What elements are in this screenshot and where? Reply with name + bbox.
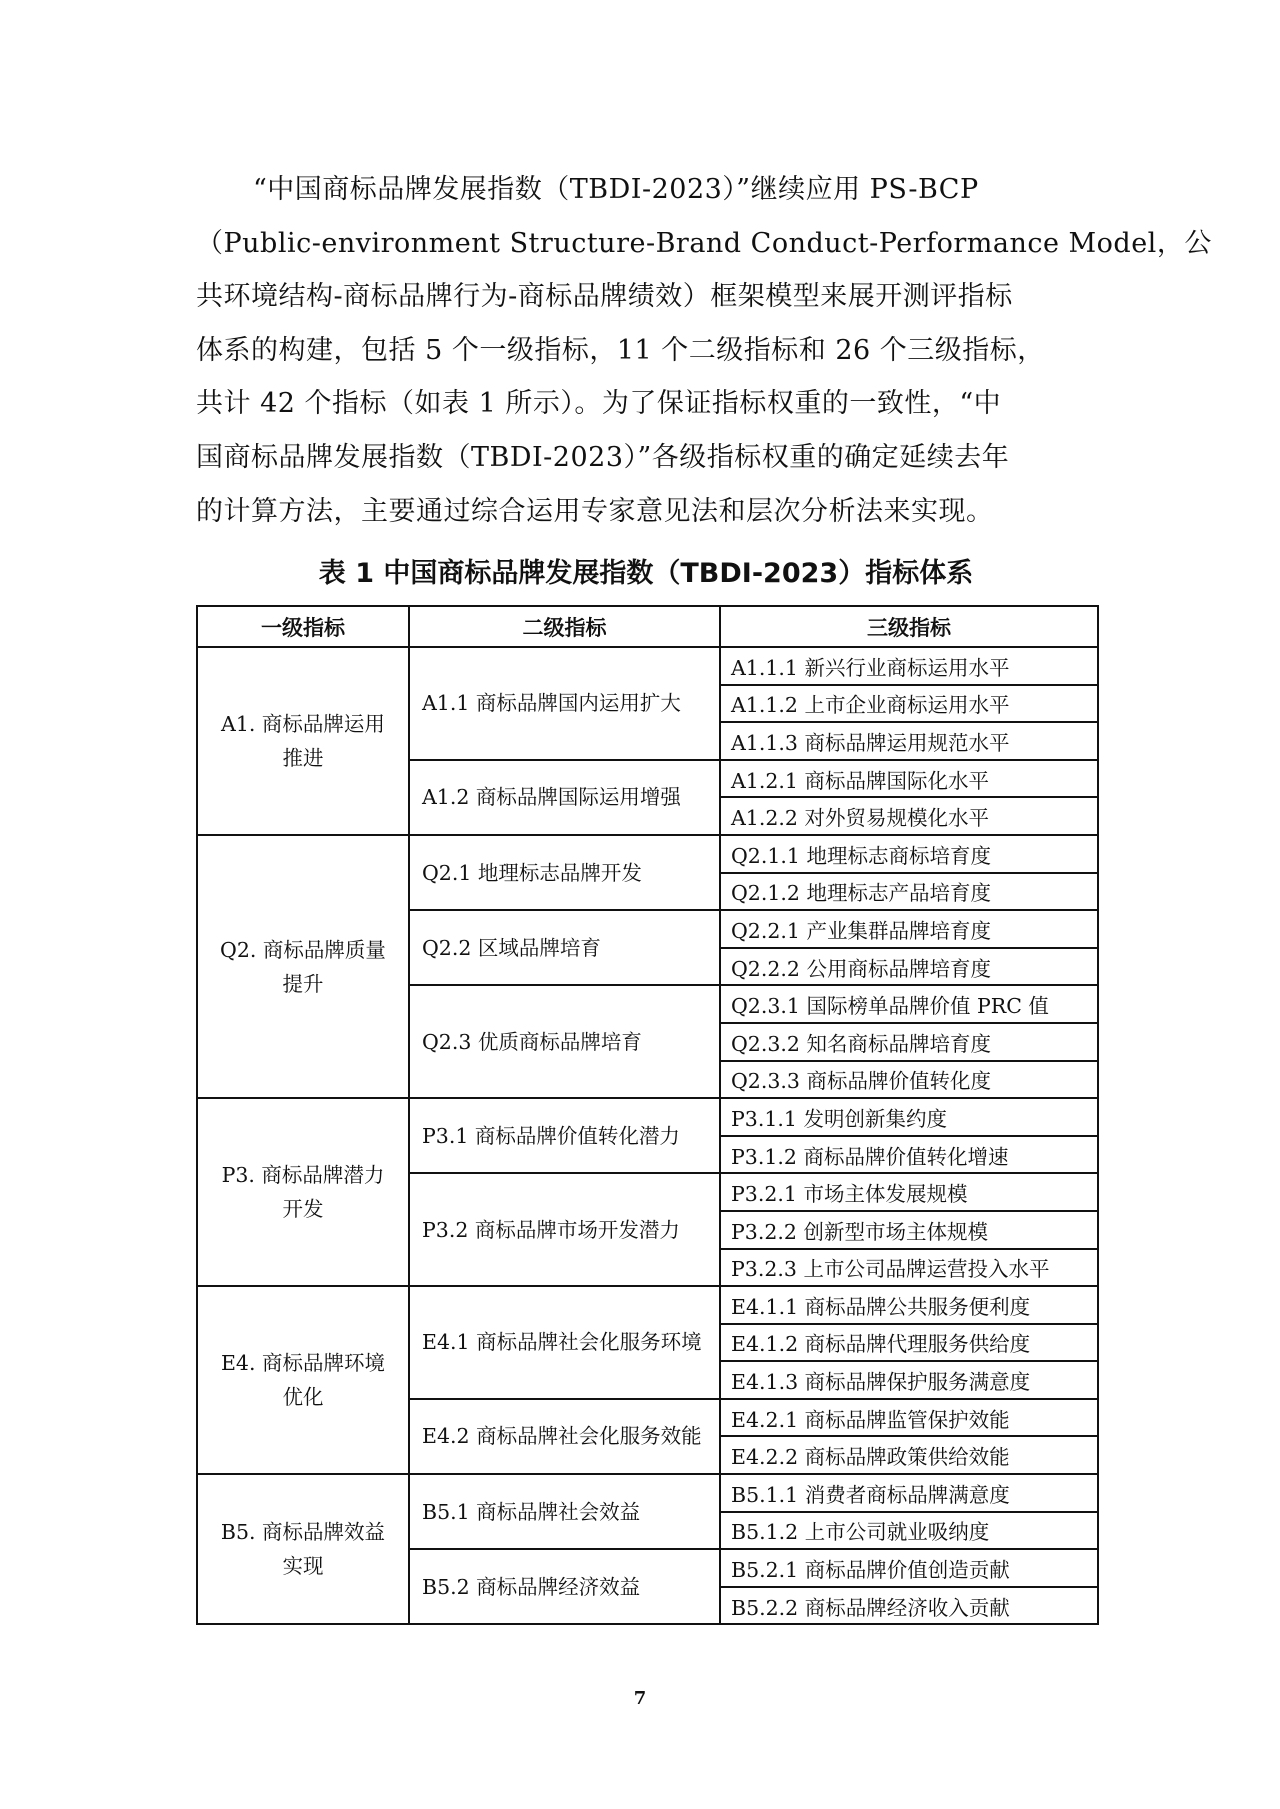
level3-cell: Q2.1.2 地理标志产品培育度 xyxy=(720,873,1098,911)
paragraph-line: 体系的构建，包括 5 个一级指标，11 个二级指标和 26 个三级指标， xyxy=(196,334,1045,366)
level3-cell: Q2.3.3 商标品牌价值转化度 xyxy=(720,1061,1098,1099)
level3-cell: A1.1.2 上市企业商标运用水平 xyxy=(720,685,1098,723)
level3-cell: A1.2.1 商标品牌国际化水平 xyxy=(720,760,1098,798)
level3-cell: E4.1.1 商标品牌公共服务便利度 xyxy=(720,1286,1098,1324)
level3-cell: A1.2.2 对外贸易规模化水平 xyxy=(720,797,1098,835)
level2-cell: E4.1 商标品牌社会化服务环境 xyxy=(409,1286,720,1399)
paragraph-line: 国商标品牌发展指数（TBDI-2023）”各级指标权重的确定延续去年 xyxy=(196,441,1010,473)
level3-cell: E4.1.2 商标品牌代理服务供给度 xyxy=(720,1324,1098,1362)
paragraph-line: 共环境结构-商标品牌行为-商标品牌绩效）框架模型来展开测评指标 xyxy=(196,281,1013,313)
level2-cell: A1.1 商标品牌国内运用扩大 xyxy=(409,647,720,760)
table-row xyxy=(197,1286,1098,1324)
body-paragraph xyxy=(196,163,1212,538)
level3-cell: E4.1.3 商标品牌保护服务满意度 xyxy=(720,1361,1098,1399)
level2-cell: B5.1 商标品牌社会效益 xyxy=(409,1474,720,1549)
level3-cell: B5.1.1 消费者商标品牌满意度 xyxy=(720,1474,1098,1512)
paragraph-line: 的计算方法，主要通过综合运用专家意见法和层次分析法来实现。 xyxy=(196,495,994,527)
level2-cell: A1.2 商标品牌国际运用增强 xyxy=(409,760,720,835)
level2-cell: E4.2 商标品牌社会化服务效能 xyxy=(409,1399,720,1474)
level2-cell: Q2.3 优质商标品牌培育 xyxy=(409,985,720,1098)
level1-cell: E4. 商标品牌环境优化 xyxy=(197,1286,409,1474)
paragraph-line: “中国商标品牌发展指数（TBDI-2023）”继续应用 PS-BCP xyxy=(253,174,979,205)
level1-cell: B5. 商标品牌效益实现 xyxy=(197,1474,409,1624)
page-number: 7 xyxy=(633,1688,647,1709)
header-level3: 三级指标 xyxy=(720,606,1098,647)
level1-cell: Q2. 商标品牌质量提升 xyxy=(197,835,409,1098)
level3-cell: E4.2.2 商标品牌政策供给效能 xyxy=(720,1436,1098,1474)
level3-cell: A1.1.3 商标品牌运用规范水平 xyxy=(720,722,1098,760)
indicator-table xyxy=(196,605,1099,1625)
level3-cell: Q2.1.1 地理标志商标培育度 xyxy=(720,835,1098,873)
level3-cell: E4.2.1 商标品牌监管保护效能 xyxy=(720,1399,1098,1437)
level1-cell: P3. 商标品牌潜力开发 xyxy=(197,1098,409,1286)
level3-cell: Q2.3.2 知名商标品牌培育度 xyxy=(720,1023,1098,1061)
table-row xyxy=(197,1474,1098,1512)
level3-cell: B5.2.2 商标品牌经济收入贡献 xyxy=(720,1587,1098,1625)
paragraph-line: （Public-environment Structure-Brand Conduct-Performance Model，公 xyxy=(196,227,1212,259)
level3-cell: P3.2.1 市场主体发展规模 xyxy=(720,1173,1098,1211)
level2-cell: P3.2 商标品牌市场开发潜力 xyxy=(409,1173,720,1286)
level3-cell: Q2.2.1 产业集群品牌培育度 xyxy=(720,910,1098,948)
level3-cell: B5.1.2 上市公司就业吸纳度 xyxy=(720,1512,1098,1550)
level1-cell: A1. 商标品牌运用推进 xyxy=(197,647,409,835)
level3-cell: B5.2.1 商标品牌价值创造贡献 xyxy=(720,1549,1098,1587)
paragraph-line: 共计 42 个指标（如表 1 所示）。为了保证指标权重的一致性，“中 xyxy=(196,388,1002,420)
level3-cell: P3.1.2 商标品牌价值转化增速 xyxy=(720,1136,1098,1174)
table-row xyxy=(197,1098,1098,1136)
level3-cell: P3.2.3 上市公司品牌运营投入水平 xyxy=(720,1249,1098,1287)
level3-cell: Q2.3.1 国际榜单品牌价值 PRC 值 xyxy=(720,985,1098,1023)
table-row xyxy=(197,835,1098,873)
table-header-row xyxy=(197,606,1098,647)
header-level2: 二级指标 xyxy=(409,606,720,647)
table-caption: 表 1 中国商标品牌发展指数（TBDI-2023）指标体系 xyxy=(318,558,974,589)
level3-cell: P3.2.2 创新型市场主体规模 xyxy=(720,1211,1098,1249)
level2-cell: Q2.2 区域品牌培育 xyxy=(409,910,720,985)
level3-cell: P3.1.1 发明创新集约度 xyxy=(720,1098,1098,1136)
table-row xyxy=(197,647,1098,685)
level2-cell: P3.1 商标品牌价值转化潜力 xyxy=(409,1098,720,1173)
header-level1: 一级指标 xyxy=(197,606,409,647)
level2-cell: B5.2 商标品牌经济效益 xyxy=(409,1549,720,1624)
level3-cell: Q2.2.2 公用商标品牌培育度 xyxy=(720,948,1098,986)
level2-cell: Q2.1 地理标志品牌开发 xyxy=(409,835,720,910)
level3-cell: A1.1.1 新兴行业商标运用水平 xyxy=(720,647,1098,685)
